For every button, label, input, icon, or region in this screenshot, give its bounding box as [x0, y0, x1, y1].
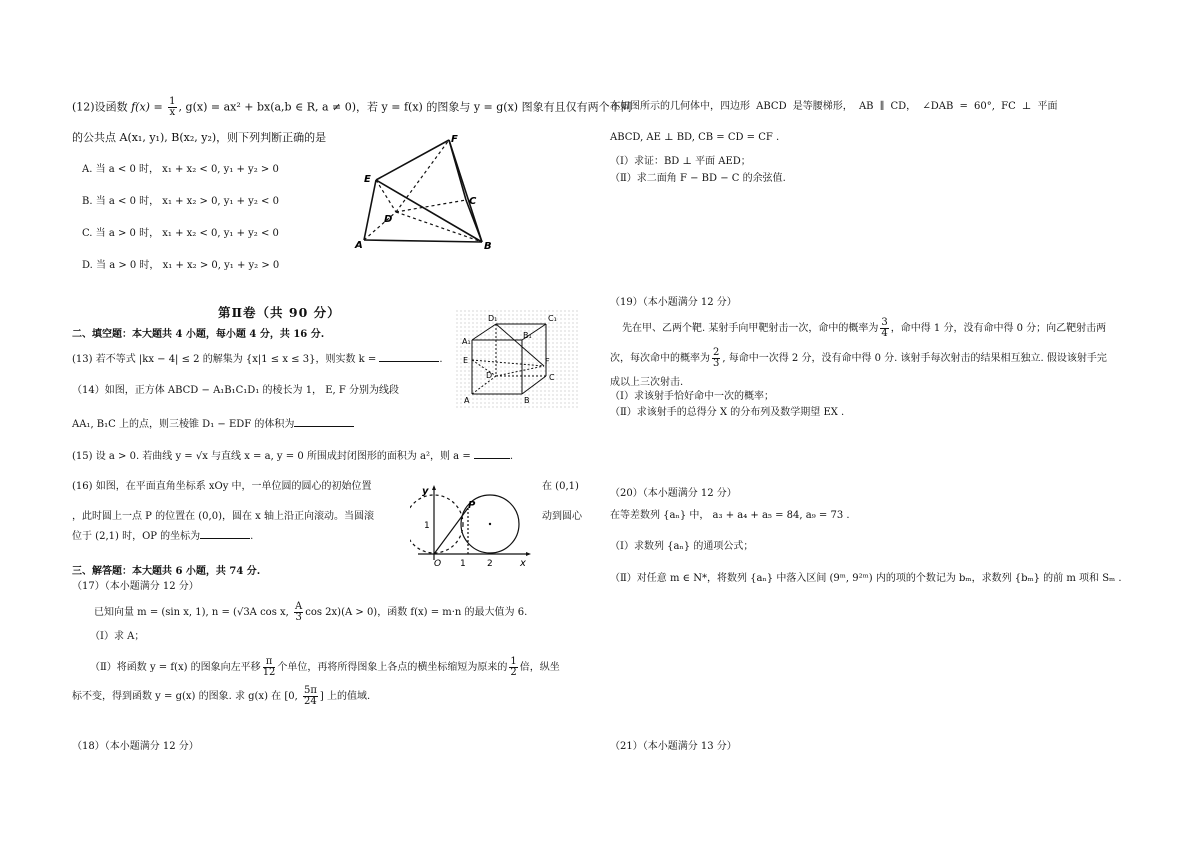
q14-line1: （14）如图，正方体 ABCD − A₁B₁C₁D₁ 的棱长为 1， E, F 分别为线段: [72, 385, 400, 396]
tick-label-x1: 1: [460, 559, 466, 568]
q12-fraction: $\frac{1}{x}$: [169, 96, 176, 118]
label-c: C: [469, 196, 477, 207]
q17-line1: 已知向量 m = (sin x, 1), n = (√3A cos x, $\frac{A}{3}$ cos 2x)(A > 0)，函数 f(x) = m·n 的最大值为 6.: [94, 601, 528, 623]
q20-line1: 在等差数列 {aₙ} 中， a₃ + a₄ + a₅ = 84, a₉ = 73 .: [610, 510, 850, 521]
cube-label-d1: D₁: [488, 314, 498, 323]
edge-eb: [376, 180, 482, 242]
q20-part2: （Ⅱ）对任意 m ∈ N*，将数列 {aₙ} 中落入区间 (9ᵐ, 9²ᵐ) 内的项的个数记为 bₘ，求数列 {bₘ} 的前 m 项和 Sₘ .: [610, 573, 1122, 584]
q19-line1: 先在甲、乙两个靶. 某射手向甲靶射击一次，命中的概率为 $\frac{3}{4}$ ，命中得 1 分，没有命中得 0 分；向乙靶射击两: [622, 317, 1107, 339]
q16-line2-right: 动到圆心: [542, 511, 582, 522]
q19-part1: （Ⅰ）求该射手恰好命中一次的概率；: [610, 391, 774, 402]
cube-figure: [456, 310, 578, 408]
label-a: A: [355, 240, 363, 250]
label-d: D: [384, 214, 393, 225]
geometry-part1: （Ⅰ）求证：BD ⊥ 平面 AED；: [610, 156, 751, 167]
q12-option-d: D. 当 a > 0 时， x₁ + x₂ > 0, y₁ + y₂ > 0: [82, 260, 280, 271]
axis-label-x: x: [520, 558, 526, 568]
q15-answer-blank: [474, 448, 510, 459]
q17-head: （17）（本小题满分 12 分）: [72, 581, 199, 592]
cube-figure-background: [456, 310, 578, 408]
q16-answer-blank: [200, 528, 250, 539]
cube-label-a: A: [464, 396, 470, 405]
geometry-part2: （Ⅱ）求二面角 F − BD − C 的余弦值.: [610, 173, 786, 184]
cube-label-c: C: [549, 373, 555, 382]
pyramid-figure: [354, 132, 494, 250]
cube-label-b1: B₁: [523, 331, 532, 340]
label-f: F: [451, 134, 458, 145]
q20-head: （20）（本小题满分 12 分）: [610, 488, 737, 499]
solve-heading: 三、解答题：本大题共 6 小题，共 74 分.: [72, 566, 261, 577]
q19-part2: （Ⅱ）求该射手的总得分 X 的分布列及数学期望 EX .: [610, 407, 845, 418]
cube-label-b: B: [524, 396, 530, 405]
q19-line2: 次，每次命中的概率为 $\frac{2}{3}$ , 每命中一次得 2 分，没有命中得 0 分. 该射手每次射击的结果相互独立. 假设该射手完: [610, 347, 1107, 369]
q18-head: （18）（本小题满分 12 分）: [72, 741, 199, 752]
cube-label-a1: A₁: [462, 337, 471, 346]
q12-option-b: B. 当 a < 0 时， x₁ + x₂ > 0, y₁ + y₂ < 0: [82, 196, 279, 207]
edge-ef: [376, 140, 449, 180]
q15: (15) 设 a > 0. 若曲线 y = √x 与直线 x = a, y = 0 所围成封闭图形的面积为 a²，则 a = .: [72, 448, 513, 464]
q12-line2: 的公共点 A(x₁, y₁), B(x₂, y₂)，则下列判断正确的是: [72, 131, 327, 144]
q17-part1: （Ⅰ）求 A；: [90, 631, 145, 642]
cube-label-d: D: [486, 371, 493, 380]
q19-head: （19）（本小题满分 12 分）: [610, 297, 737, 308]
q16-line1-right: 在 (0,1): [542, 481, 579, 492]
q12-option-a: A. 当 a < 0 时， x₁ + x₂ < 0, y₁ + y₂ > 0: [82, 164, 279, 175]
cube-label-f: F: [545, 357, 550, 366]
q16-line3: 位于 (2,1) 时，OP 的坐标为 .: [72, 528, 253, 544]
label-e: E: [364, 174, 371, 185]
edge-ed: [376, 180, 396, 212]
edge-dc: [396, 200, 466, 212]
q12-option-c: C. 当 a > 0 时， x₁ + x₂ < 0, y₁ + y₂ < 0: [82, 228, 279, 239]
q12-line1: (12)设函数 f(x) = $\frac{1}{x}$ , g(x) = ax² + bx(a,b ∈ R, a ≠ 0)，若 y = f(x) 的图象与 y = g(x) 图象有且仅有两个不同: [72, 96, 632, 118]
q16-line2: ，此时圆上一点 P 的位置在 (0,0)，圆在 x 轴上沿正向滚动。当圆滚: [72, 511, 374, 522]
edge-fc: [449, 140, 466, 200]
tick-label-y1: 1: [424, 521, 430, 531]
fill-heading: 二、填空题：本大题共 4 小题，每小题 4 分，共 16 分.: [72, 329, 325, 340]
q16-line1: (16) 如图，在平面直角坐标系 xOy 中，一单位圆的圆心的初始位置: [72, 481, 372, 492]
rolling-circle-figure: [410, 484, 536, 568]
q20-part1: （Ⅰ）求数列 {aₙ} 的通项公式；: [610, 541, 754, 552]
geometry-line1: 在如图所示的几何体中，四边形 ABCD 是等腰梯形， AB ∥ CD， ∠DAB = 60°, FC ⊥ 平面: [610, 101, 1058, 112]
origin-label: O: [434, 559, 442, 568]
cube-label-e: E: [463, 356, 469, 365]
label-b: B: [484, 241, 492, 250]
q17-line3: 标不变，得到函数 y = g(x) 的图象. 求 g(x) 在 [0, $\frac{5\pi}{24}$ ] 上的值域.: [72, 685, 371, 707]
q21-head: （21）（本小题满分 13 分）: [610, 741, 737, 752]
edge-ab: [364, 240, 482, 242]
edge-df: [396, 140, 449, 212]
part2-title: 第Ⅱ卷（共 90 分）: [218, 305, 341, 320]
q19-line3: 成以上三次射击.: [610, 377, 684, 388]
q13-answer-blank: [379, 351, 439, 362]
point-label-p: P: [468, 500, 476, 511]
q17-part2: （Ⅱ）将函数 y = f(x) 的图象向左平移 $\frac{\pi}{12}$ 个单位，再将所得图象上各点的横坐标缩短为原来的 $\frac{1}{2}$ 倍，纵坐: [90, 656, 560, 678]
q14-answer-blank: [294, 416, 354, 427]
axis-label-y: y: [422, 486, 429, 497]
cube-label-c1: C₁: [548, 314, 557, 323]
geometry-line2: ABCD, AE ⊥ BD, CB = CD = CF .: [610, 132, 780, 143]
tick-label-x2: 2: [487, 559, 493, 568]
q13: (13) 若不等式 |kx − 4| ≤ 2 的解集为 {x|1 ≤ x ≤ 3}，则实数 k = .: [72, 351, 443, 367]
q14-line2: AA₁, B₁C 上的点，则三棱锥 D₁ − EDF 的体积为: [72, 416, 354, 432]
